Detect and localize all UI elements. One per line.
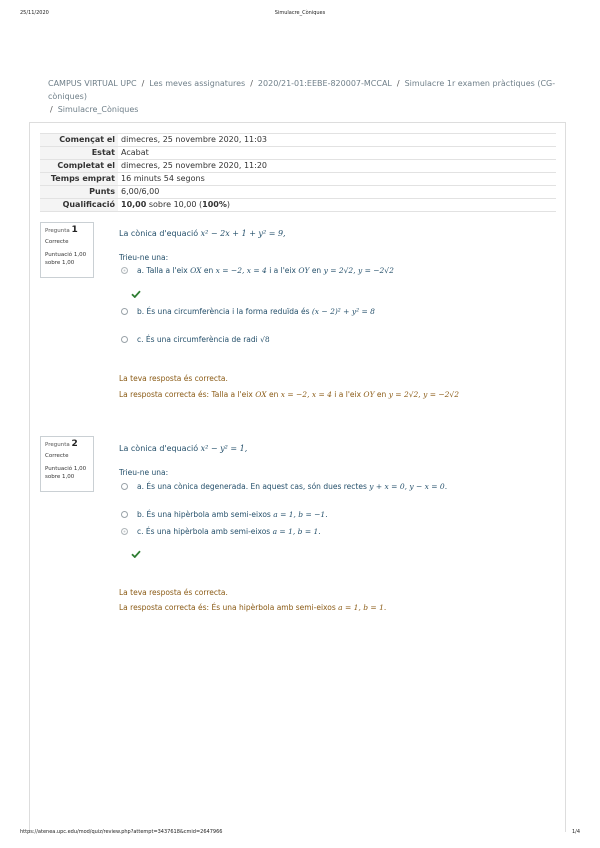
quiz-review-card	[29, 122, 566, 832]
question-text-prefix: La cònica d'equació	[119, 444, 199, 453]
option-math: y + x = 0, y − x = 0.	[369, 482, 448, 491]
right-answer-math: OX	[255, 390, 267, 399]
question-number: 2	[71, 439, 78, 449]
right-answer-math: y = 2√2, y = −2√2	[388, 390, 459, 399]
radio-selected[interactable]	[121, 267, 128, 274]
question-title: Pregunta	[45, 228, 70, 234]
question-1-option-b[interactable]	[121, 307, 375, 316]
summary-row-completed	[40, 160, 556, 173]
breadcrumb-quiz-section[interactable]: Simulacre 1r examen pràctiques (CG-còniques)	[48, 79, 556, 101]
radio-unselected[interactable]	[121, 308, 128, 315]
grade-percent: 100%	[202, 200, 227, 209]
option-text: c. És una hipèrbola amb semi-eixos	[137, 527, 271, 536]
summary-value: 6,00/6,00	[118, 186, 556, 199]
print-title: Simulacre_Còniques	[274, 10, 326, 16]
right-answer-text: i a l'eix	[334, 390, 362, 399]
print-date: 25/11/2020	[20, 10, 49, 16]
question-1-right-answer	[119, 390, 459, 399]
breadcrumb-separator: /	[50, 105, 53, 114]
question-2-option-c[interactable]	[121, 527, 321, 536]
right-answer-text: en	[268, 390, 279, 399]
summary-row-time	[40, 173, 556, 186]
print-url: https://atenea.upc.edu/mod/quiz/review.php?attempt=3437618&cmid=2647966	[20, 829, 223, 835]
print-page-number: 1/4	[571, 829, 580, 835]
option-math: x = −2, x = 4	[215, 266, 267, 275]
breadcrumb-quiz[interactable]: Simulacre_Còniques	[57, 105, 139, 114]
question-2-prompt: Trieu-ne una:	[119, 468, 169, 477]
question-1-option-c[interactable]	[121, 335, 270, 344]
summary-row-grade	[40, 199, 556, 212]
right-answer-math: x = −2, x = 4	[280, 390, 332, 399]
breadcrumb	[48, 77, 568, 116]
grade-score: 10,00	[121, 200, 147, 209]
summary-label: Punts	[40, 186, 118, 199]
summary-label: Començat el	[40, 134, 118, 147]
option-math: a = 1, b = −1.	[273, 510, 328, 519]
grade-end: )	[226, 200, 230, 209]
question-equation: x² − y² = 1,	[200, 444, 248, 453]
option-math: √8	[260, 335, 270, 344]
question-1-text	[119, 229, 286, 238]
question-state: Correcte	[45, 453, 69, 459]
radio-unselected[interactable]	[121, 483, 128, 490]
breadcrumb-my-courses[interactable]: Les meves assignatures	[149, 79, 246, 88]
option-text: a. Talla a l'eix	[137, 266, 188, 275]
option-text: b. És una hipèrbola amb semi-eixos	[137, 510, 271, 519]
option-math: (x − 2)² + y² = 8	[311, 307, 375, 316]
grade-middle: sobre 10,00 (	[148, 200, 203, 209]
summary-row-state	[40, 147, 556, 160]
radio-selected[interactable]	[121, 528, 128, 535]
breadcrumb-separator: /	[250, 79, 253, 88]
question-1-info	[40, 222, 94, 278]
question-1-option-a[interactable]	[121, 266, 394, 275]
question-title: Pregunta	[45, 442, 70, 448]
summary-label: Completat el	[40, 160, 118, 173]
breadcrumb-separator: /	[396, 79, 400, 88]
right-answer-text: És una hipèrbola amb semi-eixos	[211, 603, 336, 612]
radio-unselected[interactable]	[121, 336, 128, 343]
option-text: en	[311, 266, 322, 275]
question-state: Correcte	[45, 239, 69, 245]
question-grade: Puntuació 1,00 sobre 1,00	[45, 252, 87, 266]
question-1-feedback: La teva resposta és correcta.	[119, 374, 228, 383]
breadcrumb-separator: /	[141, 79, 145, 88]
question-2-feedback: La teva resposta és correcta.	[119, 588, 228, 597]
question-1-prompt: Trieu-ne una:	[119, 253, 169, 262]
attempt-summary-table	[40, 133, 556, 212]
question-2-option-b[interactable]	[121, 510, 328, 519]
summary-label: Estat	[40, 147, 118, 160]
right-answer-math: OY	[363, 390, 375, 399]
question-equation: x² − 2x + 1 + y² = 9,	[200, 229, 286, 238]
option-text: en	[203, 266, 214, 275]
correct-check-icon	[131, 290, 141, 298]
question-2-option-a[interactable]	[121, 482, 447, 491]
question-2-text	[119, 444, 247, 453]
summary-value	[118, 199, 556, 212]
summary-row-started	[40, 134, 556, 147]
summary-value: Acabat	[118, 147, 556, 160]
breadcrumb-course[interactable]: 2020/21-01:EEBE-820007-MCCAL	[257, 79, 392, 88]
summary-label: Qualificació	[40, 199, 118, 212]
correct-check-icon	[131, 550, 141, 558]
right-answer-prefix: La resposta correcta és:	[119, 603, 210, 612]
breadcrumb-campus[interactable]: CAMPUS VIRTUAL UPC	[48, 79, 137, 88]
summary-value: dimecres, 25 novembre 2020, 11:03	[118, 134, 556, 147]
right-answer-prefix: La resposta correcta és:	[119, 390, 210, 399]
option-math: OY	[298, 266, 310, 275]
radio-unselected[interactable]	[121, 511, 128, 518]
summary-label: Temps emprat	[40, 173, 118, 186]
option-text: a. És una cònica degenerada. En aquest cas, són dues rectes	[137, 482, 367, 491]
right-answer-text: Talla a l'eix	[211, 390, 253, 399]
question-number: 1	[71, 225, 78, 235]
summary-value: 16 minuts 54 segons	[118, 173, 556, 186]
option-text: c. És una circumferència de radi	[137, 335, 258, 344]
option-math: y = 2√2, y = −2√2	[323, 266, 394, 275]
option-text: i a l'eix	[269, 266, 296, 275]
summary-value: dimecres, 25 novembre 2020, 11:20	[118, 160, 556, 173]
option-text: b. És una circumferència i la forma reduïda és	[137, 307, 310, 316]
option-math: OX	[190, 266, 202, 275]
summary-row-marks	[40, 186, 556, 199]
right-answer-math: a = 1, b = 1.	[338, 603, 387, 612]
option-math: a = 1, b = 1.	[272, 527, 321, 536]
question-grade: Puntuació 1,00 sobre 1,00	[45, 466, 87, 480]
question-text-prefix: La cònica d'equació	[119, 229, 199, 238]
question-2-info	[40, 436, 94, 492]
question-2-right-answer	[119, 603, 386, 612]
right-answer-text: en	[376, 390, 387, 399]
